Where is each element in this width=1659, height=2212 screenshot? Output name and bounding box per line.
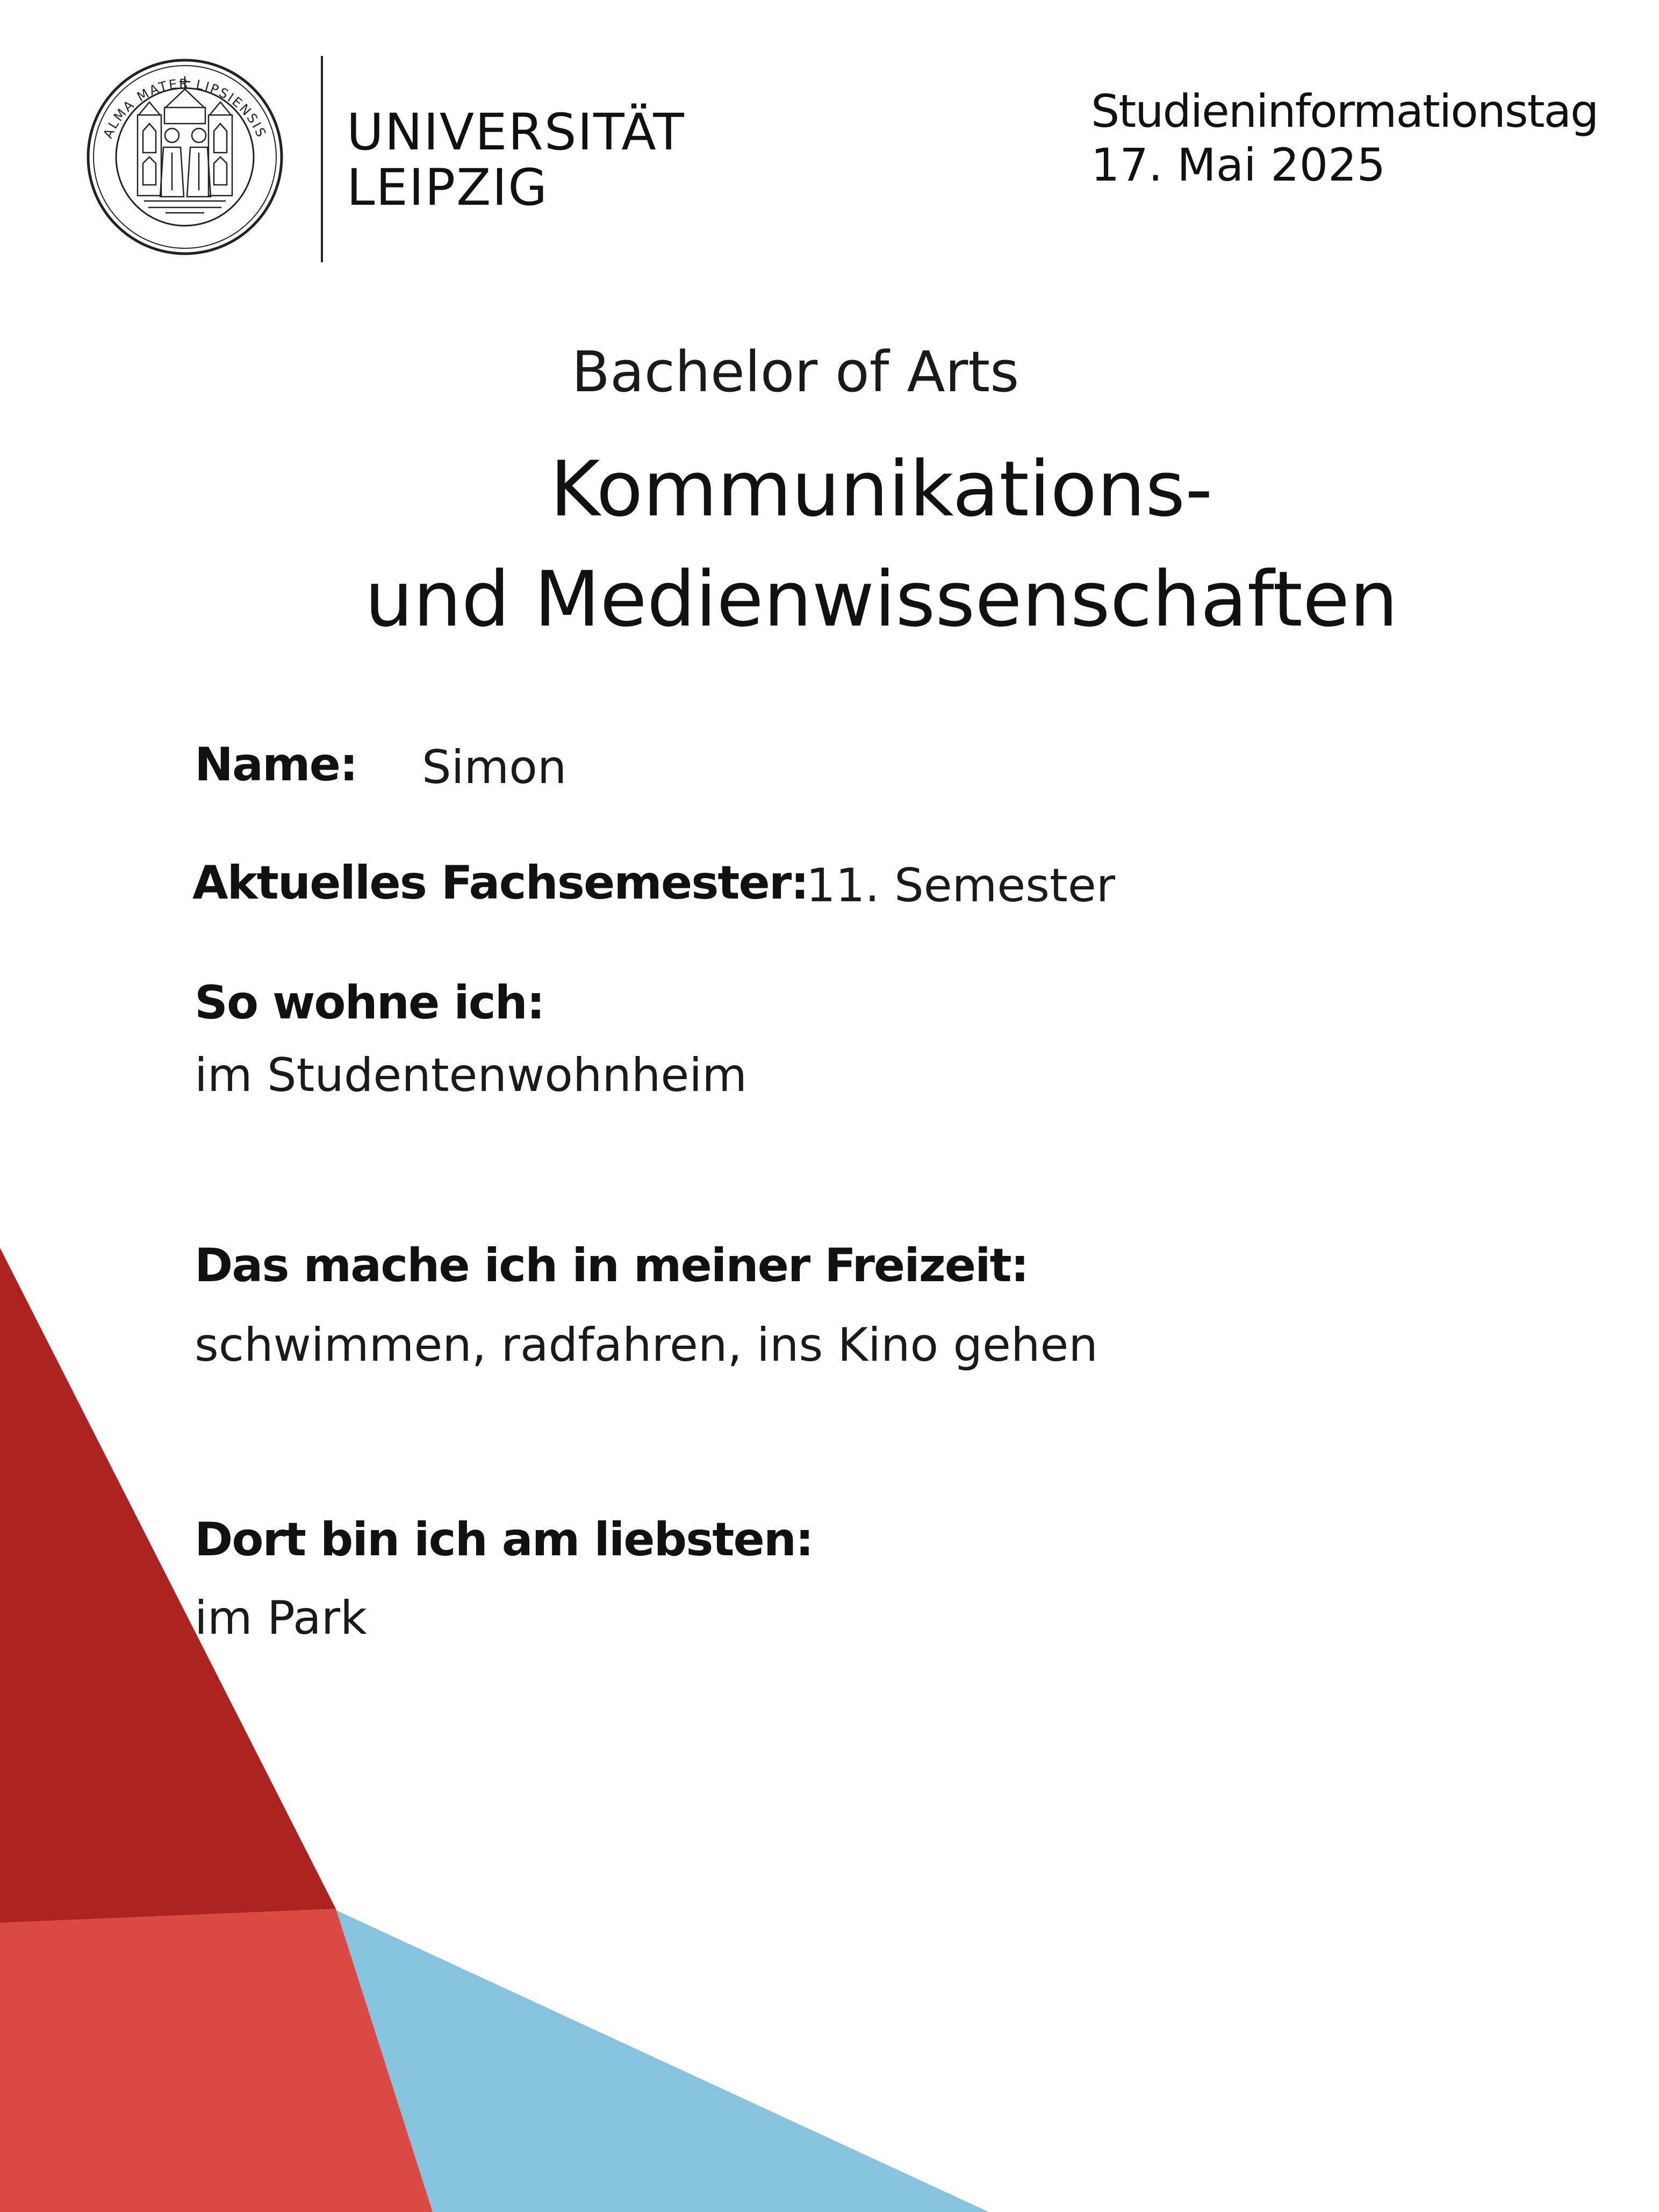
living-label: So wohne ich:	[195, 976, 544, 1030]
living-value: im Studentenwohnheim	[195, 1048, 748, 1102]
semester-value: 11. Semester	[806, 859, 1116, 913]
name-value: Simon	[422, 741, 567, 794]
favorite-place-value: im Park	[195, 1591, 367, 1645]
event-title: Studieninformationstag	[1091, 85, 1598, 138]
program-title-line-1: Kommunikations-	[550, 445, 1213, 534]
hobbies-label: Das mache ich in meiner Freizeit:	[195, 1239, 1029, 1292]
university-seal-icon	[85, 56, 285, 258]
degree-label: Bachelor of Arts	[571, 339, 1019, 405]
header-divider	[321, 56, 323, 262]
favorite-place-label: Dort bin ich am liebsten:	[195, 1513, 813, 1567]
svg-text:ALMA MATER LIPSIENSIS: ALMA MATER LIPSIENSIS	[100, 76, 270, 141]
name-label: Name:	[195, 738, 357, 792]
semester-label: Aktuelles Fachsemester:	[192, 856, 808, 910]
event-date: 17. Mai 2025	[1091, 139, 1386, 191]
university-name-line-2: LEIPZIG	[347, 159, 549, 217]
hobbies-value: schwimmen, radfahren, ins Kino gehen	[195, 1318, 1098, 1372]
university-name-line-1: UNIVERSITÄT	[347, 103, 685, 162]
program-title-line-2: und Medienwissenschaften	[364, 555, 1398, 644]
